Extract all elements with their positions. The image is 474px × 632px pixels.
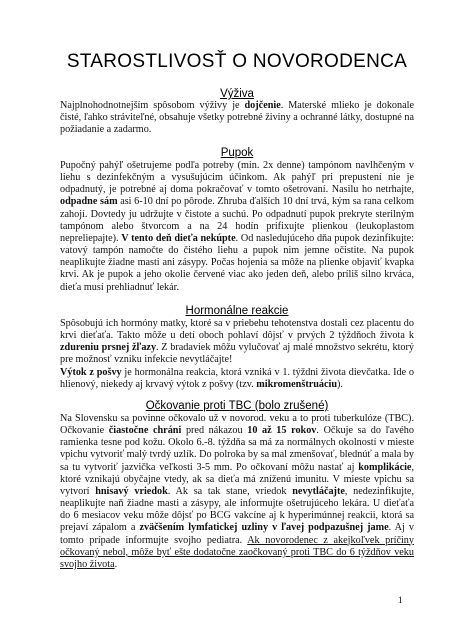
text-run: Spôsobujú ich hormóny matky, ktoré sa v priebehu tehotenstva dostali cez placentu do krvi dieťaťa. Takto môže u detí oboch pohlaví dôjsť v prvých 2 týždňoch života k (60, 318, 414, 342)
text-run: . Z bradaviek môžu vylučovať aj malé množstvo sekrétu, ktorý pre možnosť vzniku infekcie nevytláčajte! (60, 342, 414, 366)
emphasis-ciastocne-chrani: čiastočne chráni (108, 425, 182, 437)
text-run: je hormonálna reakcia, ktorá vzniká v 1. týždni života dievčatka. Ide o hlienový, niekedy aj krvavý výtok z pošvy (tzv. (60, 367, 414, 391)
text-run: Na Slovensku sa povinne očkovalo už v novorod. veku a to proti tuberkulóze (TBC). Očkovanie (60, 413, 414, 437)
emphasis-dojcenie: dojčenie (244, 100, 281, 111)
text-run: . Aj v tomto prípade informujte svojho pediatra. (60, 522, 414, 546)
text-run: . Materské mlieko je dokonale čisté, ľahko stráviteľné, obsahuje všetky potrebné živiny a ochranné látky, dostupné na požiadanie a zadarmo. (60, 100, 414, 136)
emphasis-vytok: Výtok z pošvy (60, 367, 122, 378)
emphasis-nevytlacajte: nevytláčajte (292, 485, 345, 497)
text-run: . Ak sa tak stane, vriedok (167, 485, 293, 497)
text-run: Najplnohodnotnejším spôsobom výživy je (60, 100, 245, 111)
text-run: . Očkuje sa do ľavého ramienka tesne pod kožu. Okolo 6.-8. týždňa sa má za normálnych okolností v mieste vpichu vytvoriť malý tvrdý uzlík. Do polroka by sa mal zmenšovať, blednúť a mala by sa tu vytvoriť jazvička veľkosti 3-5 mm. Po očkovaní môžu nastať aj (60, 425, 414, 473)
text-run: . (114, 558, 118, 570)
page-number: 1 (398, 595, 403, 605)
text-run: , ktoré vznikajú obyčajne vtedy, ak sa dieťa má zníženú imunitu. V mieste vpichu sa vytvorí (60, 461, 414, 497)
emphasis-mikromenstruacia: mikromenštruáciu (256, 379, 338, 391)
emphasis-nekupte: V tento deň dieťa nekúpte (121, 232, 236, 244)
section-heading-vyziva: Výživa (220, 88, 254, 100)
emphasis-odpadne-sam: odpadne sám (60, 196, 118, 208)
text-run: Pupočný pahýľ ošetrujeme podľa potreby (min. 2x denne) tampónom navlhčeným v liehu s dezinfekčným a vysušujúcim účinkom. Ak pahýľ pri prepustení nie je odpadnutý, je potrebné aj doma pokračovať v tomto ošetrovaní. Nasilu ho netrhajte, (60, 160, 414, 196)
text-run: ). (337, 379, 343, 391)
paragraph-vyziva (60, 100, 414, 136)
section-heading-pupok: Pupok (220, 147, 254, 159)
paragraph-tbc (60, 413, 414, 571)
emphasis-lymfaticka-uzlina: zväčšením lymfatickej uzliny v ľavej podpazušnej jame (139, 522, 389, 534)
text-run: . Od nasledujúceho dňa pupok dezinfikujte: vatový tampón namočte do čistého liehu a pupok nim jemne očistite. Na pupok neaplikujte žiadne masti ani zásypy. Počas hojenia sa môže na plienke objaviť kvapka krvi. Ak je pupok a jeho okolie červené viac ako jeden deň, alebo príliš silno krváca, dieťa musí prehliadnuť lekár. (60, 232, 414, 293)
section-heading-tbc: Očkovanie proti TBC (bolo zrušené) (145, 400, 329, 412)
paragraph-hormonalne-1 (60, 318, 414, 367)
emphasis-prsna-zlaza: zdureniu prsnej žľazy (60, 342, 157, 354)
paragraph-pupok (60, 160, 414, 294)
text-run: asi 6-10 dní po pôrode. Zhruba ďalších 10 dní trvá, kým sa rana celkom zahojí. Dovtedy ju udržujte v čistote a suchú. Po odpadnutí pupok prekryte sterilným tampónom alebo štvorcom a na 24 hodín prifixujte plienkou (leukoplastom nepreliepajte). (60, 196, 414, 244)
emphasis-10-15-rokov: 10 až 15 rokov (247, 425, 317, 437)
underlined-note: Ak novorodenec z akejkoľvek príčiny očkovaný nebol, môže byť ešte dodatočne zaočkovaný proti TBC do 6 týždňov veku svojho života (60, 534, 414, 570)
text-run: , nedezinfikujte, neaplikujte naň žiadne masti a zásypy, ale informujte ošetrujúceho lekára. U dieťaťa do 6 mesiacov veku môže dôjsť po BCG vakcíne aj k hyperimúnnej reakcii, ktorá sa prejaví zápalom a (60, 485, 414, 534)
text-run: pred nákazou (181, 425, 248, 437)
emphasis-hnisavy-vriedok: hnisavý vriedok (95, 485, 168, 497)
emphasis-komplikacie: komplikácie (358, 461, 412, 473)
section-heading-hormonalne: Hormonálne reakcie (185, 305, 289, 317)
paragraph-hormonalne-2 (60, 367, 414, 391)
page-title: STAROSTLIVOSŤ O NOVORODENCA (66, 51, 408, 72)
